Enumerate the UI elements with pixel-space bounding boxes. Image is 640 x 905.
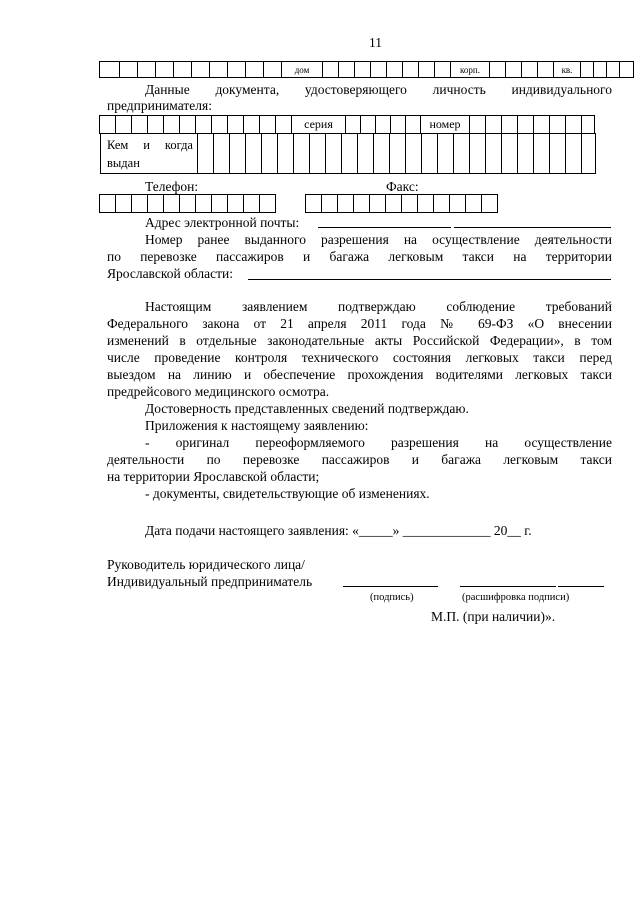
- confirm-line1: Настоящим заявлением подтверждаю соблюдение требований: [145, 299, 612, 314]
- confirm-line2: Федерального закона от 21 апреля 2011 года № 69-ФЗ «О внесении: [107, 316, 612, 331]
- attachments-heading: Приложения к настоящему заявлению:: [145, 418, 369, 433]
- permit-number-field-line: [248, 279, 611, 280]
- reliability-statement: Достоверность представленных сведений подтверждаю.: [145, 401, 469, 416]
- submission-date-line: Дата подачи настоящего заявления: «_____» _____________ 20__ г.: [145, 523, 532, 538]
- issued-by-label-line2: выдан: [107, 156, 140, 170]
- page-number: 11: [369, 35, 382, 50]
- number-label: номер: [420, 115, 470, 134]
- issued-by-grid: [198, 133, 596, 174]
- signature-field-line: [343, 586, 438, 587]
- attachment1-line2: деятельности по перевозке пассажиров и багажа легковым такси: [107, 452, 612, 467]
- decoding-field-line-2: [558, 586, 604, 587]
- building-label: корп.: [450, 61, 490, 78]
- house-label: дом: [281, 61, 323, 78]
- email-label: Адрес электронной почты:: [145, 215, 300, 230]
- head-line1: Руководитель юридического лица/: [107, 557, 305, 572]
- doc-heading-line2: предпринимателя:: [107, 98, 212, 113]
- stamp-note: М.П. (при наличии)».: [431, 609, 556, 624]
- signature-caption: (подпись): [370, 592, 414, 603]
- permit-line2: по перевозке пассажиров и багажа легковым такси на территории: [107, 249, 612, 264]
- attachment1-line3: на территории Ярославской области;: [107, 469, 320, 484]
- issued-by-label-line1: Кем и когда: [107, 138, 193, 152]
- address-grid: [100, 61, 634, 78]
- issued-by-box: [100, 133, 198, 174]
- apartment-label: кв.: [553, 61, 581, 78]
- phone-label: Телефон:: [145, 179, 199, 194]
- confirm-line3: изменений в отдельные законодательные акты Российской Федерации», в том: [107, 333, 612, 348]
- fax-grid: [306, 194, 498, 213]
- doc-heading-line1: Данные документа, удостоверяющего личность индивидуального: [145, 82, 612, 97]
- attachment2: - документы, свидетельствующие об изменениях.: [145, 486, 430, 501]
- confirm-line6: предрейсового медицинского осмотра.: [107, 384, 330, 399]
- head-line2: Индивидуальный предприниматель: [107, 574, 313, 589]
- phone-grid: [100, 194, 276, 213]
- decoding-caption: (расшифровка подписи): [462, 592, 570, 603]
- confirm-line5: выездом на линию и обеспечение прохождения водителями легковых такси: [107, 367, 612, 382]
- permit-line3: Ярославской области:: [107, 266, 233, 281]
- doc-series-grid: [100, 115, 595, 134]
- decoding-field-line-1: [460, 586, 556, 587]
- fax-label: Факс:: [386, 179, 419, 194]
- series-label: серия: [291, 115, 346, 134]
- confirm-line4: числе проведение контроля технического состояния легковых такси перед: [107, 350, 612, 365]
- permit-line1: Номер ранее выданного разрешения на осуществление деятельности: [145, 232, 612, 247]
- attachment1-line1: - оригинал переоформляемого разрешения на осуществление: [145, 435, 612, 450]
- email-field-line-2: [454, 227, 611, 228]
- email-field-line-1: [318, 227, 451, 228]
